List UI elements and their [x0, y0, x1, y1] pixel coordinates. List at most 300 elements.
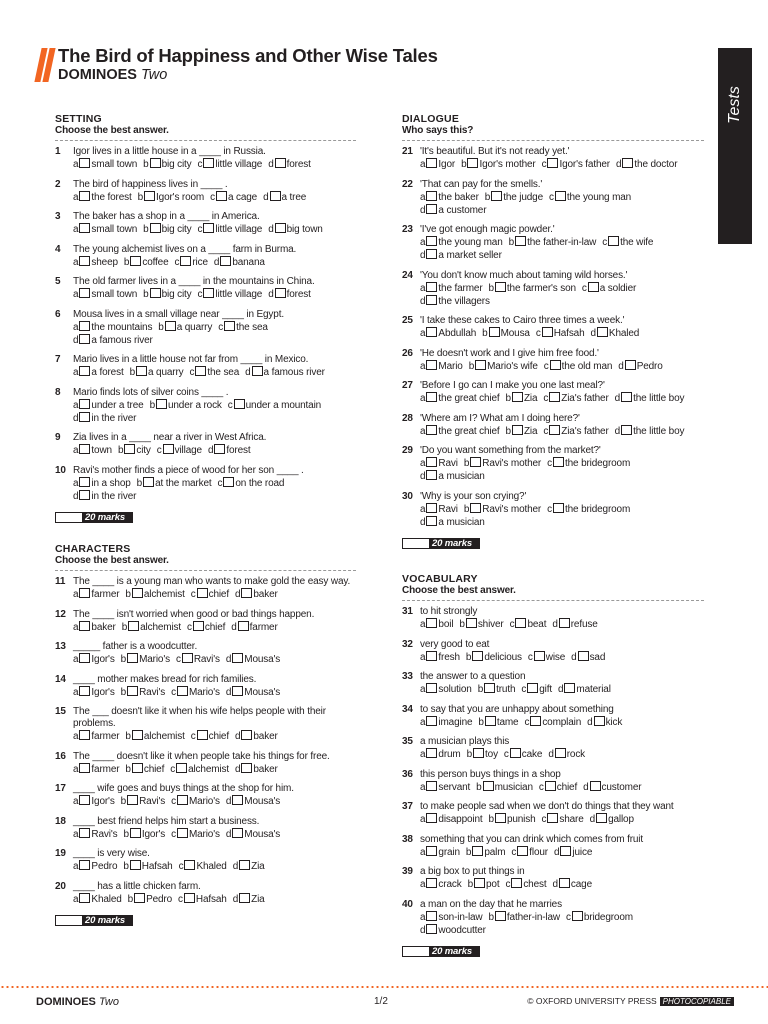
answer-option[interactable] — [489, 911, 561, 924]
checkbox[interactable] — [527, 683, 538, 693]
answer-option[interactable] — [73, 399, 144, 412]
checkbox[interactable] — [517, 846, 528, 856]
answer-option[interactable] — [73, 730, 119, 743]
checkbox[interactable] — [484, 683, 495, 693]
checkbox[interactable] — [79, 223, 90, 233]
checkbox[interactable] — [232, 653, 243, 663]
checkbox[interactable] — [184, 893, 195, 903]
checkbox[interactable] — [79, 730, 90, 740]
answer-option[interactable] — [73, 288, 137, 301]
answer-option[interactable] — [420, 846, 460, 859]
checkbox[interactable] — [224, 321, 235, 331]
answer-option[interactable] — [420, 781, 470, 794]
checkbox[interactable] — [426, 781, 437, 791]
checkbox[interactable] — [232, 828, 243, 838]
answer-option[interactable] — [214, 256, 265, 269]
answer-option[interactable] — [143, 223, 191, 236]
answer-option[interactable] — [73, 490, 136, 503]
checkbox[interactable] — [426, 516, 437, 526]
answer-option[interactable] — [420, 516, 485, 529]
answer-option[interactable] — [158, 321, 212, 334]
checkbox[interactable] — [132, 763, 143, 773]
answer-option[interactable] — [73, 621, 116, 634]
answer-option[interactable] — [124, 256, 169, 269]
checkbox[interactable] — [177, 686, 188, 696]
checkbox[interactable] — [495, 282, 506, 292]
checkbox[interactable] — [555, 191, 566, 201]
answer-option[interactable] — [478, 716, 518, 729]
checkbox[interactable] — [621, 425, 632, 435]
checkbox[interactable] — [132, 730, 143, 740]
answer-option[interactable] — [420, 748, 461, 761]
answer-option[interactable] — [73, 763, 119, 776]
answer-option[interactable] — [138, 191, 204, 204]
checkbox[interactable] — [214, 444, 225, 454]
answer-option[interactable] — [468, 878, 500, 891]
answer-option[interactable] — [187, 621, 225, 634]
checkbox[interactable] — [426, 503, 437, 513]
answer-option[interactable] — [198, 223, 263, 236]
answer-option[interactable] — [461, 158, 536, 171]
checkbox[interactable] — [512, 392, 523, 402]
checkbox[interactable] — [203, 158, 214, 168]
answer-option[interactable] — [245, 366, 325, 379]
answer-option[interactable] — [125, 588, 184, 601]
checkbox[interactable] — [252, 366, 263, 376]
checkbox[interactable] — [275, 223, 286, 233]
checkbox[interactable] — [241, 730, 252, 740]
answer-option[interactable] — [73, 795, 115, 808]
answer-option[interactable] — [226, 795, 280, 808]
answer-option[interactable] — [125, 730, 184, 743]
answer-option[interactable] — [233, 893, 265, 906]
checkbox[interactable] — [560, 846, 571, 856]
answer-option[interactable] — [121, 795, 165, 808]
checkbox[interactable] — [547, 158, 558, 168]
checkbox[interactable] — [136, 366, 147, 376]
checkbox[interactable] — [588, 282, 599, 292]
checkbox[interactable] — [275, 158, 286, 168]
answer-option[interactable] — [616, 158, 677, 171]
answer-option[interactable] — [420, 204, 486, 217]
checkbox[interactable] — [239, 860, 250, 870]
answer-option[interactable] — [420, 360, 463, 373]
answer-option[interactable] — [73, 860, 117, 873]
checkbox[interactable] — [534, 651, 545, 661]
answer-option[interactable] — [420, 878, 462, 891]
checkbox[interactable] — [622, 158, 633, 168]
answer-option[interactable] — [73, 893, 122, 906]
answer-option[interactable] — [73, 412, 136, 425]
checkbox[interactable] — [495, 813, 506, 823]
answer-option[interactable] — [420, 327, 476, 340]
answer-option[interactable] — [542, 158, 610, 171]
answer-option[interactable] — [171, 795, 220, 808]
checkbox[interactable] — [608, 236, 619, 246]
answer-option[interactable] — [549, 191, 631, 204]
answer-option[interactable] — [123, 828, 165, 841]
answer-option[interactable] — [459, 618, 503, 631]
answer-option[interactable] — [504, 748, 542, 761]
answer-option[interactable] — [554, 846, 592, 859]
answer-option[interactable] — [73, 588, 119, 601]
checkbox[interactable] — [143, 477, 154, 487]
answer-option[interactable] — [420, 236, 503, 249]
answer-option[interactable] — [528, 651, 565, 664]
checkbox[interactable] — [79, 621, 90, 631]
answer-option[interactable] — [420, 457, 458, 470]
checkbox[interactable] — [150, 288, 161, 298]
checkbox[interactable] — [426, 748, 437, 758]
checkbox[interactable] — [550, 360, 561, 370]
checkbox[interactable] — [594, 716, 605, 726]
checkbox[interactable] — [510, 748, 521, 758]
checkbox[interactable] — [545, 781, 556, 791]
answer-option[interactable] — [130, 366, 184, 379]
answer-option[interactable] — [268, 158, 311, 171]
checkbox[interactable] — [472, 651, 483, 661]
answer-option[interactable] — [157, 444, 202, 457]
answer-option[interactable] — [420, 249, 502, 262]
answer-option[interactable] — [128, 893, 172, 906]
checkbox[interactable] — [150, 158, 161, 168]
answer-option[interactable] — [547, 503, 630, 516]
answer-option[interactable] — [73, 256, 118, 269]
checkbox[interactable] — [180, 256, 191, 266]
answer-option[interactable] — [489, 282, 576, 295]
answer-option[interactable] — [175, 256, 208, 269]
checkbox[interactable] — [426, 846, 437, 856]
answer-option[interactable] — [420, 924, 486, 937]
answer-option[interactable] — [143, 158, 191, 171]
checkbox[interactable] — [495, 911, 506, 921]
answer-option[interactable] — [509, 236, 597, 249]
checkbox[interactable] — [467, 158, 478, 168]
checkbox[interactable] — [79, 321, 90, 331]
checkbox[interactable] — [197, 588, 208, 598]
checkbox[interactable] — [491, 191, 502, 201]
answer-option[interactable] — [125, 763, 164, 776]
answer-option[interactable] — [466, 651, 522, 664]
checkbox[interactable] — [426, 204, 437, 214]
checkbox[interactable] — [79, 158, 90, 168]
checkbox[interactable] — [426, 878, 437, 888]
answer-option[interactable] — [420, 392, 500, 405]
checkbox[interactable] — [79, 477, 90, 487]
checkbox[interactable] — [559, 618, 570, 628]
answer-option[interactable] — [268, 288, 311, 301]
checkbox[interactable] — [79, 334, 90, 344]
checkbox[interactable] — [530, 716, 541, 726]
answer-option[interactable] — [118, 444, 151, 457]
checkbox[interactable] — [426, 158, 437, 168]
checkbox[interactable] — [79, 191, 90, 201]
checkbox[interactable] — [426, 327, 437, 337]
answer-option[interactable] — [539, 781, 577, 794]
checkbox[interactable] — [232, 795, 243, 805]
answer-option[interactable] — [469, 360, 538, 373]
answer-option[interactable] — [218, 321, 268, 334]
checkbox[interactable] — [426, 282, 437, 292]
answer-option[interactable] — [543, 392, 608, 405]
checkbox[interactable] — [483, 781, 494, 791]
checkbox[interactable] — [79, 893, 90, 903]
answer-option[interactable] — [583, 781, 641, 794]
answer-option[interactable] — [591, 327, 640, 340]
checkbox[interactable] — [79, 490, 90, 500]
answer-option[interactable] — [137, 477, 212, 490]
answer-option[interactable] — [587, 716, 622, 729]
checkbox[interactable] — [79, 795, 90, 805]
checkbox[interactable] — [124, 444, 135, 454]
answer-option[interactable] — [511, 846, 548, 859]
answer-option[interactable] — [420, 282, 483, 295]
answer-option[interactable] — [228, 399, 321, 412]
answer-option[interactable] — [602, 236, 653, 249]
answer-option[interactable] — [420, 295, 490, 308]
answer-option[interactable] — [420, 651, 460, 664]
checkbox[interactable] — [195, 366, 206, 376]
answer-option[interactable] — [489, 813, 536, 826]
answer-option[interactable] — [235, 763, 278, 776]
answer-option[interactable] — [420, 503, 458, 516]
checkbox[interactable] — [156, 399, 167, 409]
answer-option[interactable] — [122, 621, 181, 634]
answer-option[interactable] — [543, 425, 608, 438]
answer-option[interactable] — [571, 651, 605, 664]
answer-option[interactable] — [73, 158, 137, 171]
checkbox[interactable] — [426, 911, 437, 921]
answer-option[interactable] — [190, 366, 240, 379]
checkbox[interactable] — [132, 588, 143, 598]
answer-option[interactable] — [552, 878, 592, 891]
answer-option[interactable] — [231, 621, 277, 634]
answer-option[interactable] — [420, 191, 479, 204]
checkbox[interactable] — [127, 795, 138, 805]
checkbox[interactable] — [163, 444, 174, 454]
answer-option[interactable] — [420, 158, 455, 171]
answer-option[interactable] — [464, 503, 541, 516]
checkbox[interactable] — [203, 288, 214, 298]
answer-option[interactable] — [171, 828, 220, 841]
answer-option[interactable] — [73, 321, 152, 334]
answer-option[interactable] — [73, 686, 115, 699]
checkbox[interactable] — [426, 683, 437, 693]
checkbox[interactable] — [470, 457, 481, 467]
checkbox[interactable] — [470, 503, 481, 513]
answer-option[interactable] — [233, 860, 265, 873]
answer-option[interactable] — [420, 618, 453, 631]
checkbox[interactable] — [197, 730, 208, 740]
checkbox[interactable] — [193, 621, 204, 631]
checkbox[interactable] — [475, 360, 486, 370]
checkbox[interactable] — [625, 360, 636, 370]
checkbox[interactable] — [184, 860, 195, 870]
checkbox[interactable] — [426, 360, 437, 370]
checkbox[interactable] — [597, 327, 608, 337]
answer-option[interactable] — [506, 425, 538, 438]
checkbox[interactable] — [79, 366, 90, 376]
checkbox[interactable] — [241, 763, 252, 773]
answer-option[interactable] — [420, 911, 483, 924]
answer-option[interactable] — [235, 730, 278, 743]
checkbox[interactable] — [515, 618, 526, 628]
answer-option[interactable] — [420, 716, 472, 729]
answer-option[interactable] — [191, 730, 229, 743]
answer-option[interactable] — [226, 686, 280, 699]
checkbox[interactable] — [223, 477, 234, 487]
checkbox[interactable] — [182, 653, 193, 663]
answer-option[interactable] — [170, 763, 229, 776]
answer-option[interactable] — [263, 191, 306, 204]
checkbox[interactable] — [472, 846, 483, 856]
answer-option[interactable] — [510, 618, 547, 631]
answer-option[interactable] — [210, 191, 257, 204]
answer-option[interactable] — [73, 653, 115, 666]
answer-option[interactable] — [226, 653, 280, 666]
checkbox[interactable] — [553, 457, 564, 467]
answer-option[interactable] — [73, 477, 131, 490]
answer-option[interactable] — [121, 686, 165, 699]
answer-option[interactable] — [482, 327, 530, 340]
checkbox[interactable] — [426, 295, 437, 305]
checkbox[interactable] — [177, 795, 188, 805]
checkbox[interactable] — [79, 412, 90, 422]
checkbox[interactable] — [79, 763, 90, 773]
checkbox[interactable] — [426, 425, 437, 435]
checkbox[interactable] — [511, 878, 522, 888]
checkbox[interactable] — [426, 249, 437, 259]
checkbox[interactable] — [426, 457, 437, 467]
checkbox[interactable] — [473, 748, 484, 758]
checkbox[interactable] — [547, 813, 558, 823]
checkbox[interactable] — [79, 686, 90, 696]
answer-option[interactable] — [73, 191, 132, 204]
checkbox[interactable] — [466, 618, 477, 628]
answer-option[interactable] — [552, 618, 597, 631]
checkbox[interactable] — [128, 621, 139, 631]
answer-option[interactable] — [566, 911, 633, 924]
answer-option[interactable] — [615, 425, 685, 438]
checkbox[interactable] — [216, 191, 227, 201]
checkbox[interactable] — [621, 392, 632, 402]
answer-option[interactable] — [548, 748, 585, 761]
checkbox[interactable] — [549, 425, 560, 435]
answer-option[interactable] — [544, 360, 612, 373]
answer-option[interactable] — [73, 223, 137, 236]
checkbox[interactable] — [426, 651, 437, 661]
answer-option[interactable] — [143, 288, 191, 301]
checkbox[interactable] — [542, 327, 553, 337]
answer-option[interactable] — [542, 813, 584, 826]
answer-option[interactable] — [478, 683, 516, 696]
answer-option[interactable] — [235, 588, 278, 601]
checkbox[interactable] — [426, 618, 437, 628]
checkbox[interactable] — [176, 763, 187, 773]
checkbox[interactable] — [79, 588, 90, 598]
answer-option[interactable] — [150, 399, 222, 412]
checkbox[interactable] — [553, 503, 564, 513]
answer-option[interactable] — [582, 282, 636, 295]
checkbox[interactable] — [275, 288, 286, 298]
checkbox[interactable] — [426, 813, 437, 823]
checkbox[interactable] — [79, 399, 90, 409]
checkbox[interactable] — [590, 781, 601, 791]
answer-option[interactable] — [536, 327, 585, 340]
answer-option[interactable] — [73, 334, 153, 347]
checkbox[interactable] — [564, 683, 575, 693]
answer-option[interactable] — [506, 392, 538, 405]
checkbox[interactable] — [79, 288, 90, 298]
checkbox[interactable] — [555, 748, 566, 758]
checkbox[interactable] — [559, 878, 570, 888]
checkbox[interactable] — [203, 223, 214, 233]
answer-option[interactable] — [191, 588, 229, 601]
answer-option[interactable] — [485, 191, 543, 204]
answer-option[interactable] — [73, 828, 117, 841]
answer-option[interactable] — [218, 477, 285, 490]
answer-option[interactable] — [420, 813, 483, 826]
answer-option[interactable] — [524, 716, 581, 729]
checkbox[interactable] — [426, 716, 437, 726]
checkbox[interactable] — [549, 392, 560, 402]
checkbox[interactable] — [177, 828, 188, 838]
checkbox[interactable] — [474, 878, 485, 888]
answer-option[interactable] — [505, 878, 546, 891]
checkbox[interactable] — [426, 924, 437, 934]
checkbox[interactable] — [144, 191, 155, 201]
answer-option[interactable] — [198, 158, 263, 171]
checkbox[interactable] — [79, 828, 90, 838]
checkbox[interactable] — [127, 653, 138, 663]
checkbox[interactable] — [220, 256, 231, 266]
answer-option[interactable] — [179, 860, 227, 873]
answer-option[interactable] — [198, 288, 263, 301]
answer-option[interactable] — [476, 781, 533, 794]
checkbox[interactable] — [130, 828, 141, 838]
answer-option[interactable] — [590, 813, 634, 826]
checkbox[interactable] — [150, 223, 161, 233]
checkbox[interactable] — [134, 893, 145, 903]
checkbox[interactable] — [130, 256, 141, 266]
checkbox[interactable] — [512, 425, 523, 435]
checkbox[interactable] — [127, 686, 138, 696]
checkbox[interactable] — [426, 191, 437, 201]
answer-option[interactable] — [73, 366, 124, 379]
answer-option[interactable] — [420, 425, 500, 438]
answer-option[interactable] — [226, 828, 280, 841]
answer-option[interactable] — [420, 683, 472, 696]
checkbox[interactable] — [578, 651, 589, 661]
checkbox[interactable] — [426, 470, 437, 480]
checkbox[interactable] — [130, 860, 141, 870]
checkbox[interactable] — [238, 621, 249, 631]
checkbox[interactable] — [426, 236, 437, 246]
checkbox[interactable] — [239, 893, 250, 903]
answer-option[interactable] — [268, 223, 322, 236]
checkbox[interactable] — [572, 911, 583, 921]
checkbox[interactable] — [426, 392, 437, 402]
answer-option[interactable] — [171, 686, 220, 699]
answer-option[interactable] — [615, 392, 685, 405]
answer-option[interactable] — [547, 457, 630, 470]
checkbox[interactable] — [270, 191, 281, 201]
answer-option[interactable] — [123, 860, 172, 873]
checkbox[interactable] — [79, 653, 90, 663]
answer-option[interactable] — [558, 683, 611, 696]
answer-option[interactable] — [467, 748, 498, 761]
checkbox[interactable] — [515, 236, 526, 246]
